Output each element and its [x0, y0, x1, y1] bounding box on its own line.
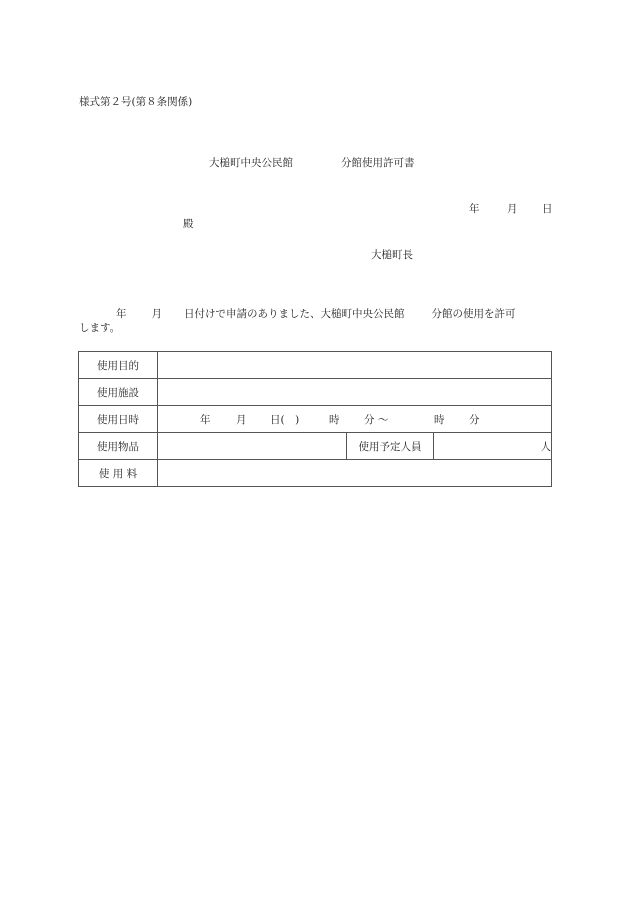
purpose-field[interactable]	[158, 352, 552, 379]
table-row	[79, 433, 552, 460]
addressee-honorific: 殿	[183, 218, 194, 230]
attendees-field[interactable]: 人	[434, 433, 552, 460]
dt-min-end: 分	[469, 414, 480, 426]
label-items: 使用物品	[79, 433, 158, 460]
form-number: 様式第２号(第８条関係)	[79, 96, 193, 108]
title-permit: 分館使用許可書	[341, 157, 415, 169]
table-row	[79, 460, 552, 487]
dt-hour-end: 時	[434, 414, 445, 426]
permit-table	[78, 351, 552, 487]
facility-field[interactable]	[158, 379, 552, 406]
label-fee: 使 用 料	[79, 460, 158, 487]
body-text-2: 分館の使用を許可	[431, 308, 516, 320]
dt-year: 年	[200, 414, 211, 426]
document-title	[209, 155, 415, 170]
label-purpose: 使用目的	[79, 352, 158, 379]
items-field[interactable]	[158, 433, 347, 460]
date-day: 日	[542, 203, 553, 215]
table-row	[79, 379, 552, 406]
body-text-3: します。	[79, 322, 121, 334]
issuer: 大槌町長	[371, 249, 413, 261]
issue-date	[469, 201, 553, 216]
dt-month: 月	[236, 414, 247, 426]
date-month: 月	[507, 203, 518, 215]
fee-field[interactable]	[158, 460, 552, 487]
title-facility: 大槌町中央公民館	[209, 157, 293, 169]
date-year: 年	[469, 203, 480, 215]
datetime-field[interactable]	[158, 406, 552, 433]
permit-statement	[79, 307, 554, 335]
label-facility: 使用施設	[79, 379, 158, 406]
body-year: 年	[116, 308, 127, 320]
body-text-1: 日付けで申請のありました、大槌町中央公民館	[184, 308, 405, 320]
label-attendees: 使用予定人員	[347, 433, 434, 460]
table-row	[79, 352, 552, 379]
body-month: 月	[151, 308, 162, 320]
dt-day: 日( )	[270, 414, 300, 426]
dt-hour-start: 時	[329, 414, 340, 426]
dt-min-start: 分 ～	[364, 414, 389, 426]
label-datetime: 使用日時	[79, 406, 158, 433]
table-row	[79, 406, 552, 433]
